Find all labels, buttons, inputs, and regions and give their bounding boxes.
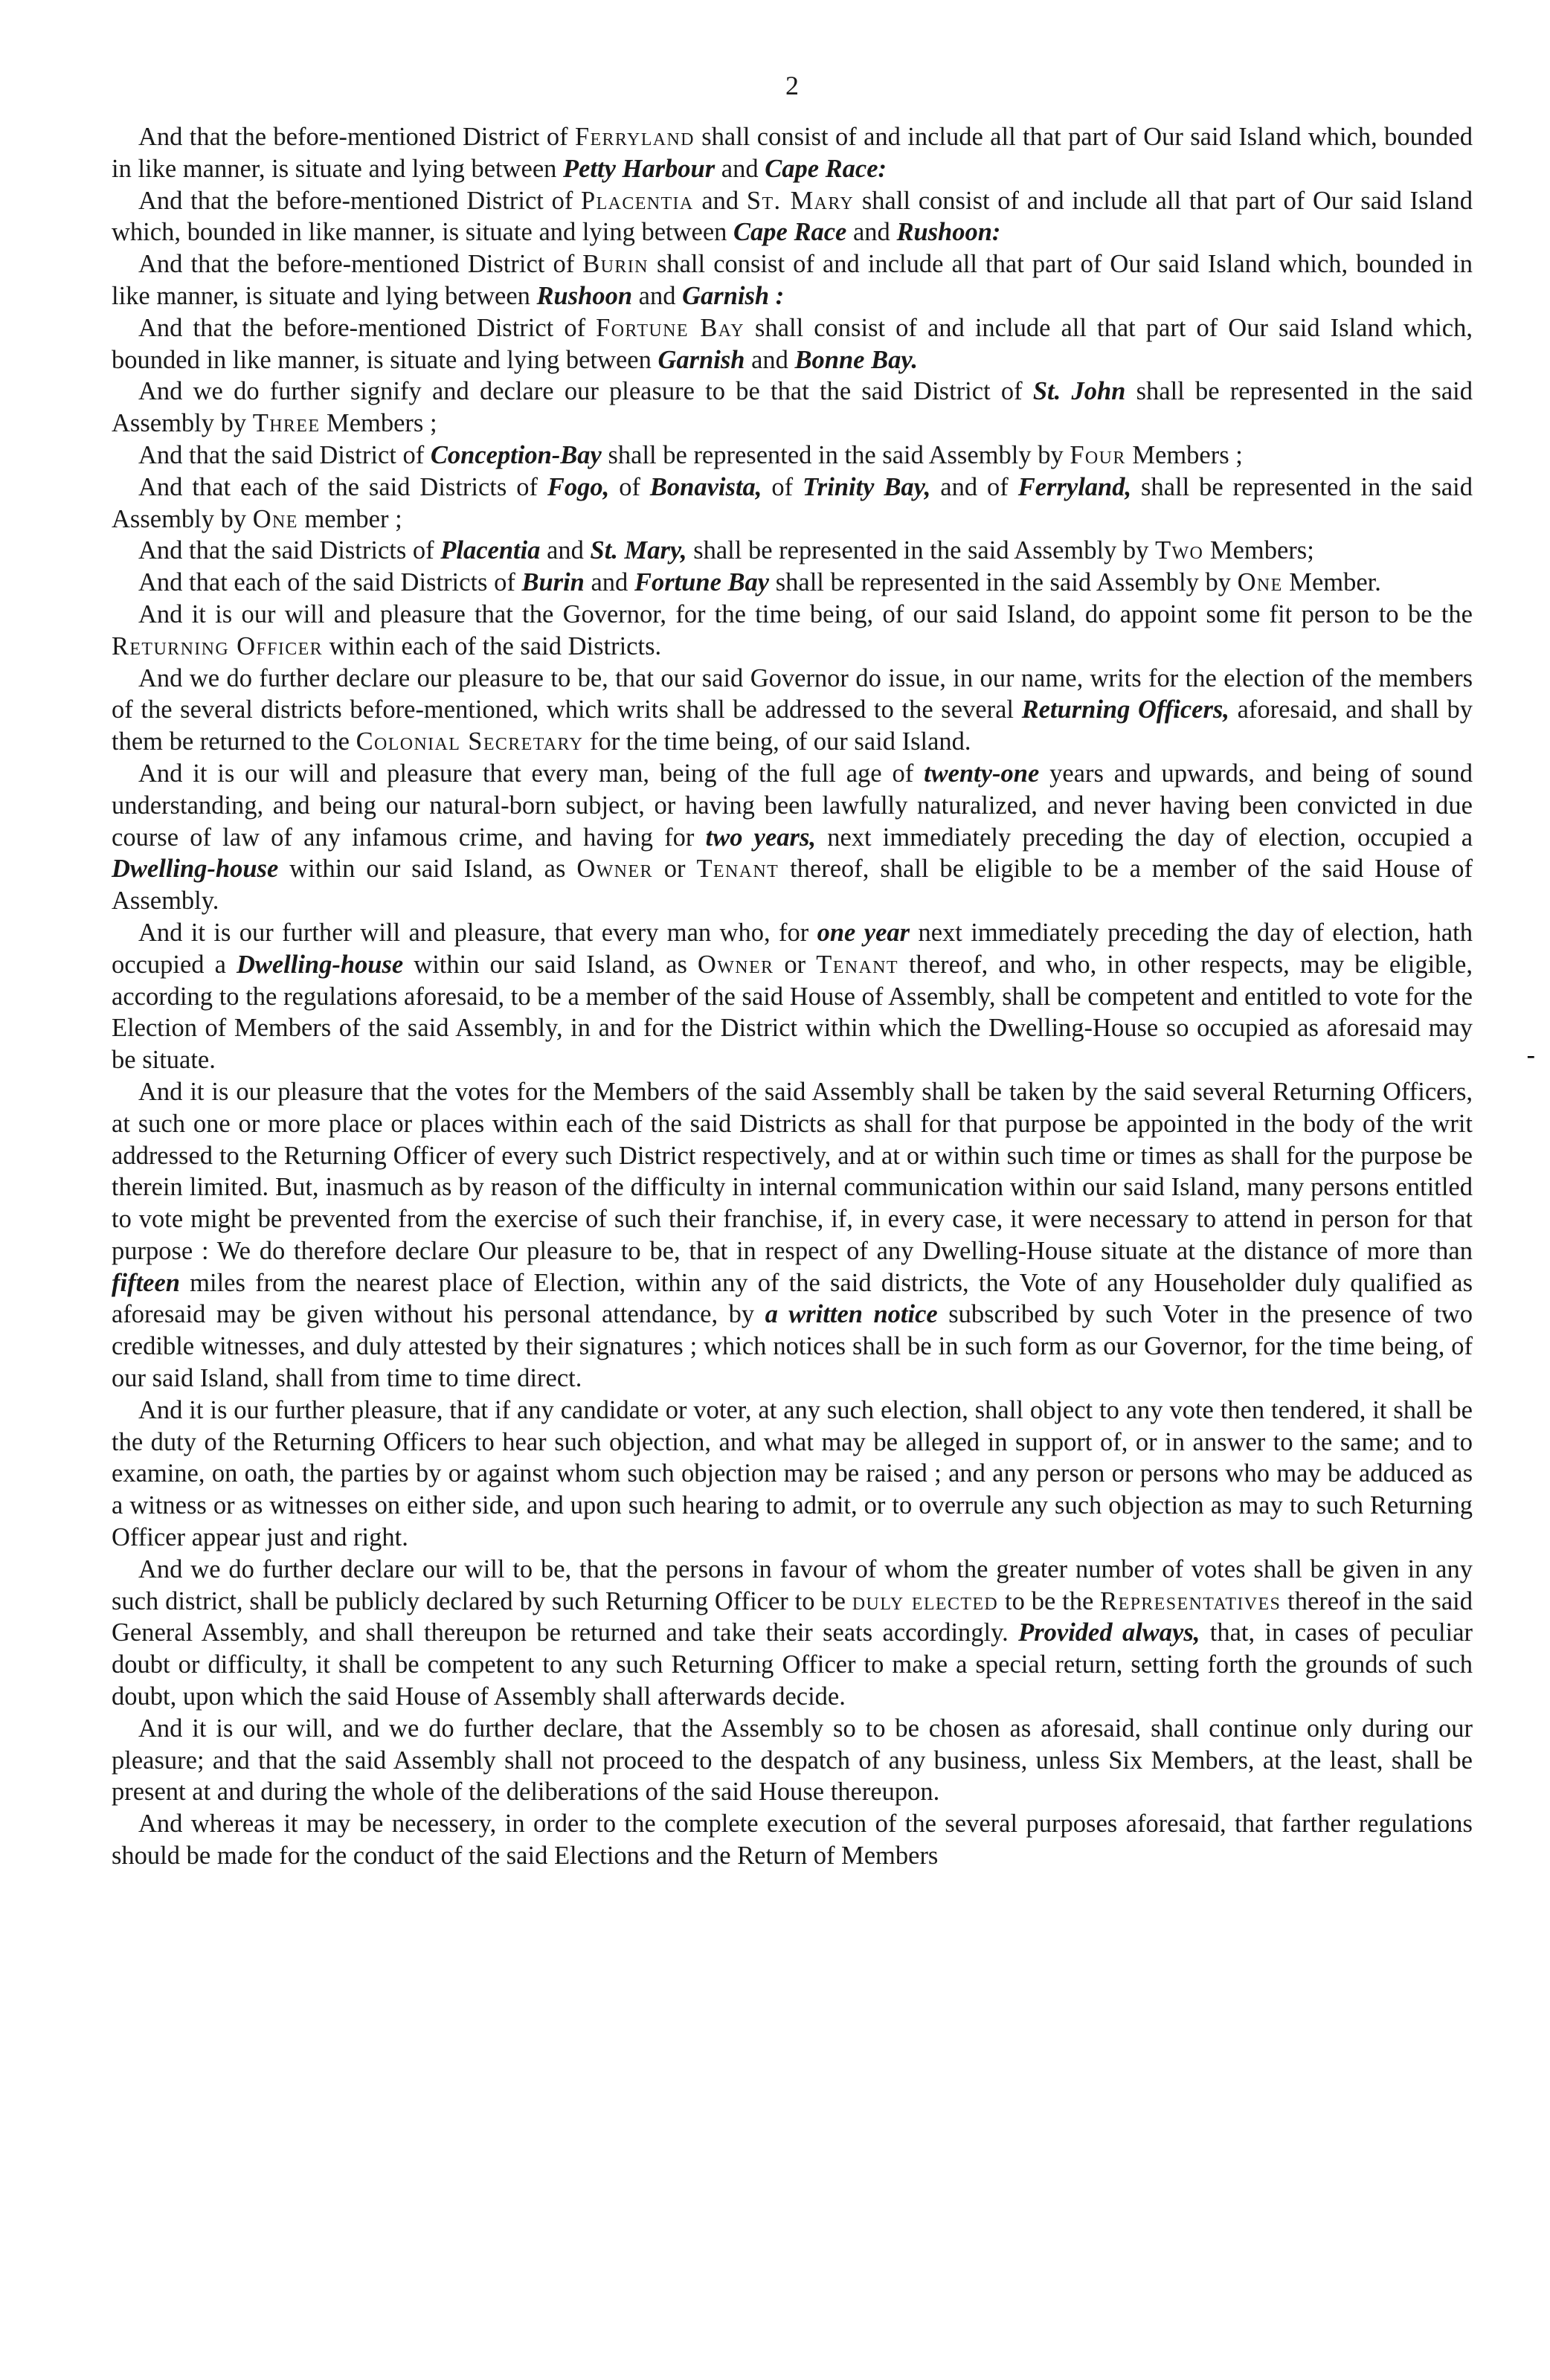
small-caps-run: Colonial Secretary	[356, 727, 584, 756]
italic-run: Cape Race	[733, 218, 847, 247]
paragraph	[112, 248, 1473, 312]
text-run: shall consist of and include all that part of Our said Island which, bounded in like manner, is situate and lying between	[112, 313, 1473, 374]
italic-run: Fortune Bay	[634, 568, 770, 597]
text-run: shall consist of and include all that part of Our said Island which, bounded in like manner, is situate and lying between	[112, 123, 1473, 183]
small-caps-run: Returning Officer	[112, 631, 324, 660]
page-number: 2	[785, 71, 799, 100]
body-text	[112, 121, 1473, 1872]
italic-run: St. Mary,	[590, 536, 687, 565]
text-run: And it is our further pleasure, that if any candidate or voter, at any such election, shall object to any vote then tendered, it shall be the duty of the Returning Officers to hear such objection, and what may be alleged in support of, or in answer to the same; and to examine, on oath, the parties by or against whom such objection may be raised ; and any person or persons who may be adduced as a witness or as witnesses on either side, and upon such hearing to admit, or to overrule any such objection as may to such Returning Officer appear just and right.	[112, 1395, 1473, 1552]
small-caps-run: Placentia	[581, 186, 694, 215]
text-run: And that each of the said Districts of	[138, 472, 547, 501]
text-run: Members ;	[1125, 440, 1243, 469]
text-run: aforesaid, and shall by them be returned to the	[112, 695, 1473, 756]
paragraph	[112, 1808, 1473, 1872]
small-caps-run: Tenant	[816, 950, 898, 979]
text-run: thereof, and who, in other respects, may be eligible, according to the regulations aforesaid, to be a member of the said House of Assembly, shall be competent and entitled to vote for the Election of Members of the said Assembly, in and for the District within which the Dwelling-House so occupied as aforesaid may be situate.	[112, 950, 1473, 1075]
small-caps-run: Fortune Bay	[596, 313, 745, 342]
italic-run: Garnish	[657, 345, 745, 374]
paragraph	[112, 185, 1473, 249]
small-caps-run: One	[252, 504, 298, 533]
text-run: And that the before-mentioned District of	[138, 250, 583, 279]
italic-run: Petty Harbour	[563, 154, 715, 183]
italic-run: Placentia	[440, 536, 541, 565]
italic-run: Rushoon:	[896, 218, 1001, 247]
paragraph	[112, 376, 1473, 440]
small-caps-run: duly elected	[852, 1586, 999, 1615]
text-run: Member.	[1282, 568, 1381, 597]
paragraph	[112, 663, 1473, 758]
paragraph	[112, 1076, 1473, 1395]
italic-run: two years,	[705, 823, 817, 852]
text-run: of	[609, 472, 650, 501]
text-run: And whereas it may be necessery, in order to the complete execution of the several purposes aforesaid, that farther regulations should be made for the conduct of the said Elections and the Return of Members	[112, 1810, 1473, 1871]
text-run: member ;	[298, 504, 402, 533]
text-run: for the time being, of our said Island.	[583, 727, 971, 756]
text-run: And that the said Districts of	[138, 536, 441, 565]
italic-run: a written notice	[765, 1300, 938, 1329]
text-run: shall consist of and include all that part of Our said Island which, bounded in like manner, is situate and lying between	[112, 186, 1473, 247]
italic-run: Bonne Bay.	[794, 345, 919, 374]
text-run: and	[846, 218, 897, 247]
small-caps-run: Burin	[582, 250, 649, 279]
small-caps-run: Two	[1155, 536, 1204, 565]
text-run: And it is our pleasure that the votes for the Members of the said Assembly shall be taken by the said several Returning Officers, at such one or more place or places within each of the said Districts as shall for that purpose be appointed in the body of the writ addressed to the Returning Officer of every such District respectively, and at or within such time or times as shall for the purpose be therein limited. But, inasmuch as by reason of the difficulty in internal communication within our said Island, many persons entitled to vote might be prevented from the exercise of such their franchise, if, in every case, it were necessary to attend in person for that purpose : We do therefore declare Our pleasure to be, that in respect of any Dwelling-House situate at the distance of more than	[112, 1077, 1473, 1265]
paragraph	[112, 440, 1473, 472]
italic-run: Cape Race:	[765, 154, 887, 183]
text-run: and	[632, 281, 683, 310]
text-run: years and upwards, and being of sound understanding, and being our natural-born subject, or having been lawfully naturalized, and never having been convicted in due course of law of any infamous crime, and having for	[112, 759, 1473, 852]
small-caps-run: Three	[252, 409, 321, 438]
text-run: Members ;	[320, 409, 437, 438]
text-run: and of	[930, 472, 1018, 501]
italic-run: Rushoon	[536, 281, 633, 310]
document-page	[112, 71, 1473, 1872]
text-run: subscribed by such Voter in the presence of two credible witnesses, and duly attested by their signatures ; which notices shall be in such form as our Governor, for the time being, of our said Island, shall from time to time direct.	[112, 1300, 1473, 1393]
italic-run: St. John	[1032, 377, 1126, 406]
text-run: thereof in the said General Assembly, and shall thereupon be returned and take their seats accordingly.	[112, 1586, 1473, 1647]
paragraph	[112, 917, 1473, 1076]
small-caps-run: Owner	[576, 855, 653, 884]
paragraph	[112, 535, 1473, 567]
text-run: And that the before-mentioned District of	[138, 123, 575, 151]
text-run: or	[774, 950, 817, 979]
text-run: next immediately preceding the day of election, occupied a	[816, 823, 1473, 852]
paragraph	[112, 758, 1473, 917]
text-run: and	[584, 568, 634, 597]
text-run: And that the before-mentioned District of	[138, 313, 596, 342]
small-caps-run: Four	[1070, 440, 1126, 469]
text-run: Members;	[1203, 536, 1314, 565]
margin-mark: -	[1526, 1041, 1535, 1069]
paragraph	[112, 1554, 1473, 1713]
text-run: within each of the said Districts.	[323, 631, 662, 660]
text-run: And we do further signify and declare our pleasure to be that the said District of	[138, 377, 1033, 406]
text-run: shall be represented in the said Assembly by	[112, 377, 1473, 438]
italic-run: Bonavista,	[649, 472, 762, 501]
italic-run: Dwelling-house	[112, 855, 279, 884]
small-caps-run: Representatives	[1100, 1586, 1282, 1615]
paragraph	[112, 312, 1473, 376]
paragraph	[112, 121, 1473, 185]
small-caps-run: St. Mary	[746, 186, 855, 215]
text-run: And we do further declare our will to be, that the persons in favour of whom the greater number of votes shall be given in any such district, shall be publicly declared by such Returning Officer to be	[112, 1554, 1473, 1615]
text-run: next immediately preceding the day of election, hath occupied a	[112, 918, 1473, 979]
small-caps-run: Ferryland	[574, 123, 695, 151]
italic-run: Trinity Bay,	[803, 472, 931, 501]
italic-run: Provided always,	[1018, 1618, 1200, 1647]
text-run: and	[745, 345, 795, 374]
italic-run: Returning Officers,	[1021, 695, 1229, 724]
text-run: within our said Island, as	[278, 855, 577, 884]
text-run: And that each of the said Districts of	[138, 568, 522, 597]
text-run: to be the	[998, 1586, 1101, 1615]
text-run: and	[715, 154, 765, 183]
small-caps-run: One	[1237, 568, 1283, 597]
text-run: of	[762, 472, 803, 501]
text-run: shall consist of and include all that part of Our said Island which, bounded in like manner, is situate and lying between	[112, 250, 1473, 310]
text-run: And that the before-mentioned District of	[138, 186, 582, 215]
paragraph	[112, 599, 1473, 663]
italic-run: Garnish :	[682, 281, 785, 310]
text-run: And it is our will, and we do further declare, that the Assembly so to be chosen as aforesaid, shall continue only during our pleasure; and that the said Assembly shall not proceed to the despatch of any business, unless Six Members, at the least, shall be present at and during the whole of the deliberations of the said House thereupon.	[112, 1714, 1473, 1807]
text-run: shall be represented in the said Assembly by	[112, 472, 1473, 533]
text-run: And it is our further will and pleasure, that every man who, for	[138, 918, 817, 947]
paragraph	[112, 567, 1473, 599]
text-run: that, in cases of peculiar doubt or difficulty, it shall be competent to any such Returning Officer to make a special return, setting forth the grounds of such doubt, upon which the said House of Assembly shall afterwards decide.	[112, 1618, 1473, 1711]
text-run: And it is our will and pleasure that every man, being of the full age of	[138, 759, 924, 788]
text-run: thereof, shall be eligible to be a member of the said House of Assembly.	[112, 855, 1473, 916]
text-run: miles from the nearest place of Election, within any of the said districts, the Vote of any Householder duly qualified as aforesaid may be given without his personal attendance, by	[112, 1268, 1473, 1329]
text-run: And it is our will and pleasure that the Governor, for the time being, of our said Island, do appoint some fit person to be the	[138, 599, 1473, 628]
text-run: shall be represented in the said Assembly by	[769, 568, 1238, 597]
text-run: and	[540, 536, 591, 565]
text-run: and	[693, 186, 747, 215]
italic-run: Conception-Bay	[430, 440, 602, 469]
small-caps-run: Tenant	[696, 855, 779, 884]
italic-run: twenty-one	[924, 759, 1040, 788]
text-run: within our said Island, as	[403, 950, 698, 979]
paragraph	[112, 1713, 1473, 1808]
italic-run: Fogo,	[547, 472, 610, 501]
paragraph	[112, 1395, 1473, 1554]
italic-run: fifteen	[112, 1268, 180, 1297]
text-run: shall be represented in the said Assembly by	[686, 536, 1156, 565]
text-run: shall be represented in the said Assembly by	[601, 440, 1070, 469]
text-run: And we do further declare our pleasure to be, that our said Governor do issue, in our name, writs for the election of the members of the several districts before-mentioned, which writs shall be addressed to the several	[112, 663, 1473, 724]
italic-run: Ferryland,	[1017, 472, 1132, 501]
italic-run: Burin	[521, 568, 585, 597]
text-run: or	[652, 855, 697, 884]
paragraph	[112, 472, 1473, 536]
small-caps-run: Owner	[697, 950, 774, 979]
italic-run: Dwelling-house	[236, 950, 404, 979]
italic-run: one year	[817, 918, 910, 947]
text-run: And that the said District of	[138, 440, 431, 469]
